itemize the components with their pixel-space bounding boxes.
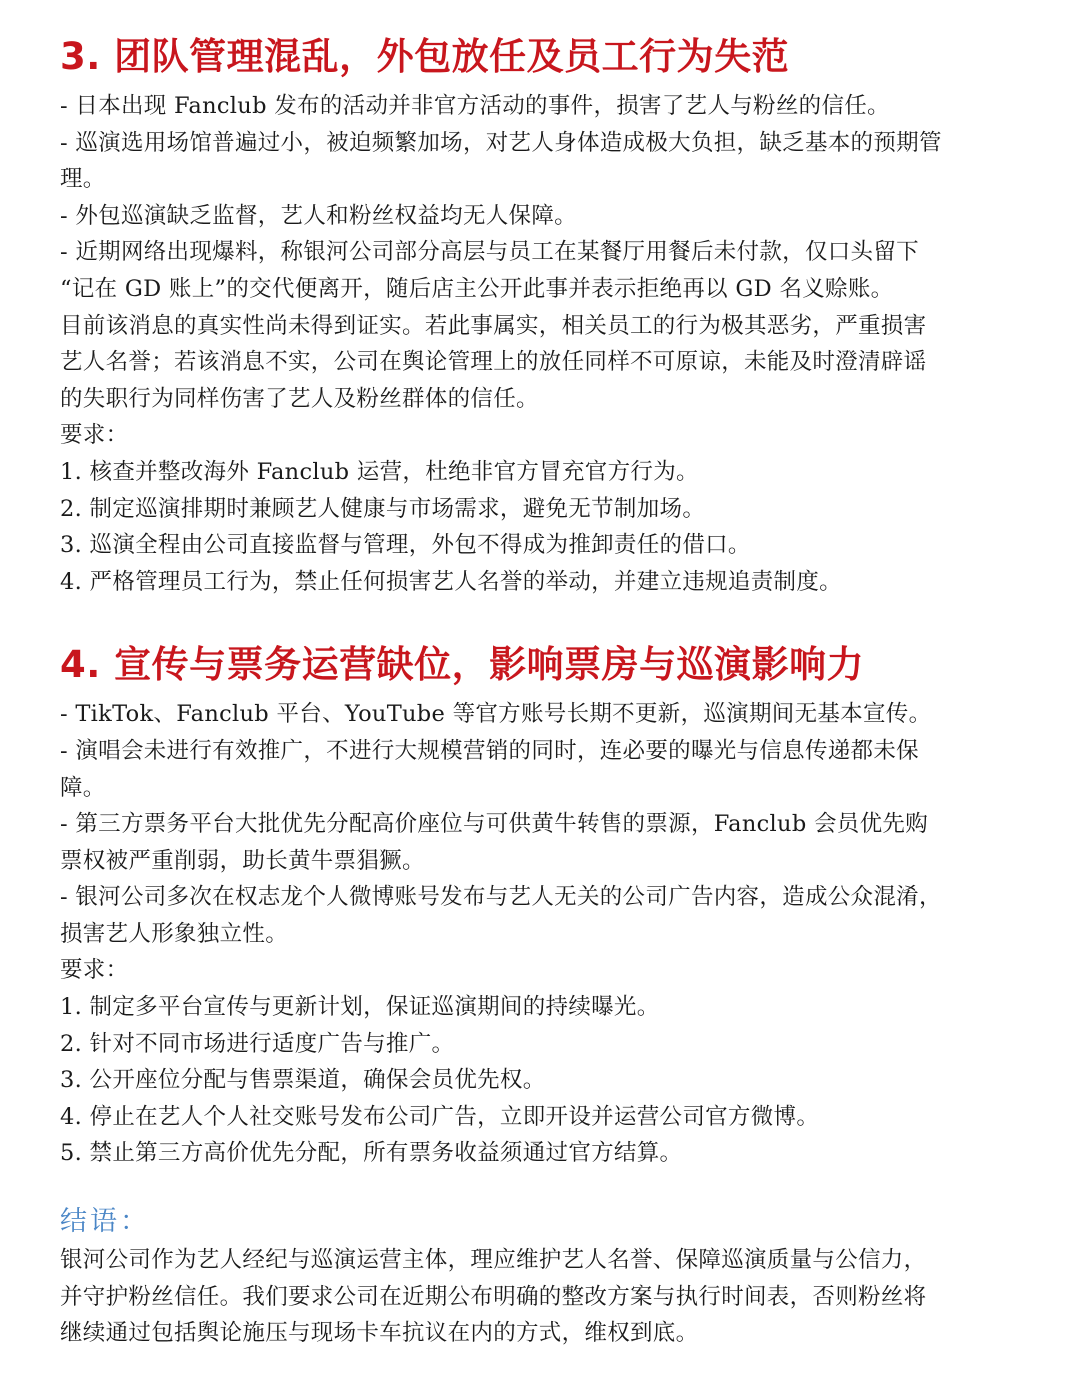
section-4-line: - 银河公司多次在权志龙个人微博账号发布与艺人无关的公司广告内容，造成公众混淆， <box>60 884 942 911</box>
document-page <box>60 28 1030 1352</box>
section-4-line: - 第三方票务平台大批优先分配高价座位与可供黄牛转售的票源，Fanclub 会员优先购 <box>60 811 928 838</box>
conclusion-line: 继续通过包括舆论施压与现场卡车抗议在内的方式，维权到底。 <box>60 1320 699 1347</box>
section-divider-space <box>60 600 1030 636</box>
section-4-requirements-label: 要求： <box>60 957 129 984</box>
conclusion-section <box>60 1202 1030 1352</box>
section-4-line: - 演唱会未进行有效推广，不进行大规模营销的同时，连必要的曝光与信息传递都未保 <box>60 737 919 764</box>
section-4-requirement: 4. 停止在艺人个人社交账号发布公司广告，立即开设并运营公司官方微博。 <box>60 1103 820 1130</box>
section-3-title: 3. 团队管理混乱，外包放任及员工行为失范 <box>60 35 790 78</box>
section-3-requirement: 4. 严格管理员工行为，禁止任何损害艺人名誉的举动，并建立违规追责制度。 <box>60 568 842 595</box>
section-4-requirement: 3. 公开座位分配与售票渠道，确保会员优先权。 <box>60 1067 546 1094</box>
section-4-requirement: 2. 针对不同市场进行适度广告与推广。 <box>60 1030 455 1057</box>
section-4-title: 4. 宣传与票务运营缺位，影响票房与巡演影响力 <box>60 643 865 687</box>
section-3-line: “记在 GD 账上”的交代便离开，随后店主公开此事并表示拒绝再以 GD 名义赊账。 <box>60 275 894 302</box>
section-3-line: 理。 <box>60 166 106 193</box>
section-4-requirement: 5. 禁止第三方高价优先分配，所有票务收益须通过官方结算。 <box>60 1140 683 1167</box>
section-4-line: 票权被严重削弱，助长黄牛票猖獗。 <box>60 847 425 874</box>
section-4-line: 损害艺人形象独立性。 <box>60 920 289 947</box>
section-3-line: 艺人名誉；若该消息不实，公司在舆论管理上的放任同样不可原谅，未能及时澄清辟谣 <box>60 349 927 376</box>
section-3-title-wrap <box>60 28 1030 86</box>
section-3-line: 目前该消息的真实性尚未得到证实。若此事属实，相关员工的行为极其恶劣，严重损害 <box>60 312 927 339</box>
section-3-line: - 近期网络出现爆料，称银河公司部分高层与员工在某餐厅用餐后未付款，仅口头留下 <box>60 239 919 266</box>
conclusion-line: 并守护粉丝信任。我们要求公司在近期公布明确的整改方案与执行时间表，否则粉丝将 <box>60 1283 927 1310</box>
section-4 <box>60 636 1030 1172</box>
section-3-line: - 日本出现 Fanclub 发布的活动并非官方活动的事件，损害了艺人与粉丝的信任。 <box>60 93 890 119</box>
section-4-line: - TikTok、Fanclub 平台、YouTube 等官方账号长期不更新，巡演期间无基本宣传。 <box>60 701 932 728</box>
section-3-line: 的失职行为同样伤害了艺人及粉丝群体的信任。 <box>60 385 539 412</box>
section-3-requirements-label: 要求： <box>60 422 129 449</box>
section-3-line: - 巡演选用场馆普遍过小，被迫频繁加场，对艺人身体造成极大负担，缺乏基本的预期管 <box>60 129 942 156</box>
section-3-line: - 外包巡演缺乏监督，艺人和粉丝权益均无人保障。 <box>60 202 577 229</box>
section-4-line: 障。 <box>60 774 106 801</box>
section-4-requirement: 1. 制定多平台宣传与更新计划，保证巡演期间的持续曝光。 <box>60 994 660 1021</box>
conclusion-line: 银河公司作为艺人经纪与巡演运营主体，理应维护艺人名誉、保障巡演质量与公信力， <box>60 1247 927 1274</box>
conclusion-divider-space <box>60 1172 1030 1202</box>
section-3-requirement: 2. 制定巡演排期时兼顾艺人健康与市场需求，避免无节制加场。 <box>60 495 706 522</box>
section-3-requirement: 3. 巡演全程由公司直接监督与管理，外包不得成为推卸责任的借口。 <box>60 532 751 559</box>
section-3-requirement: 1. 核查并整改海外 Fanclub 运营，杜绝非官方冒充官方行为。 <box>60 458 699 485</box>
section-4-title-wrap <box>60 636 1030 694</box>
section-3 <box>60 28 1030 600</box>
conclusion-title: 结语： <box>60 1206 150 1238</box>
